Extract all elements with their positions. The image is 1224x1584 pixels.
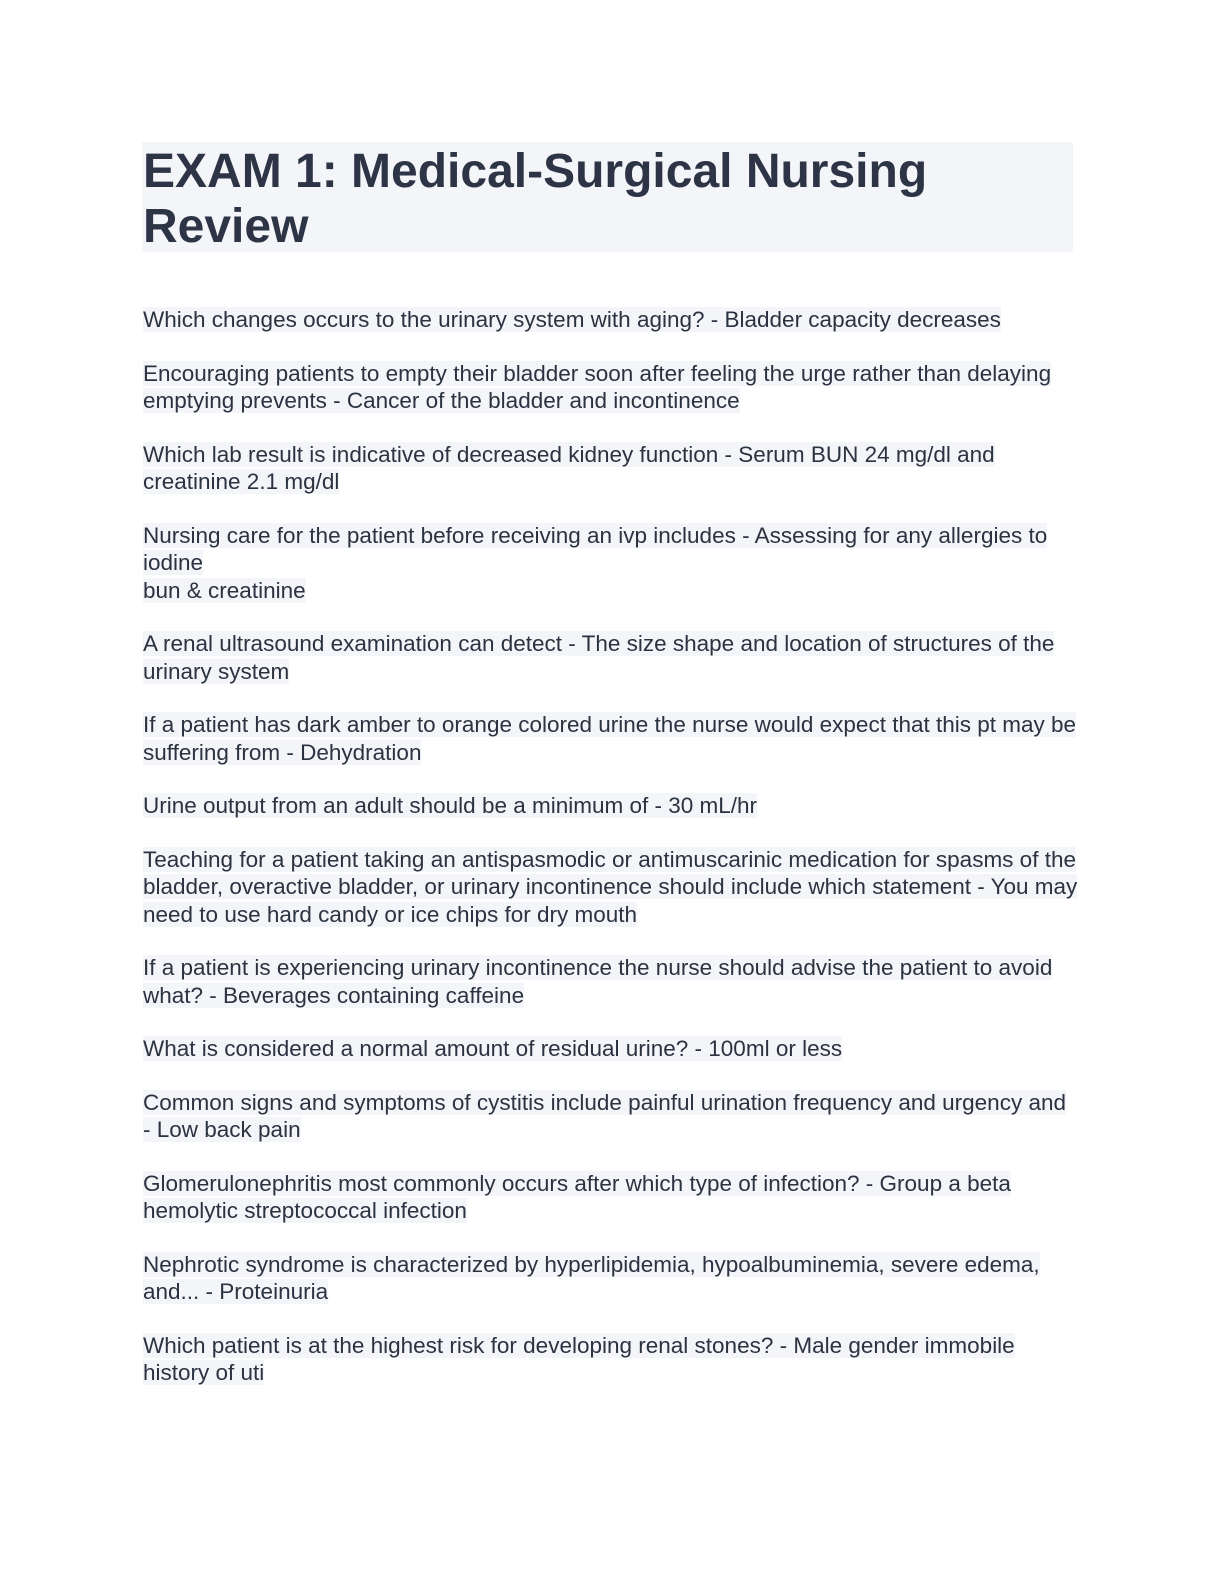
qa-list xyxy=(143,306,1078,1413)
qa-item xyxy=(143,1089,1078,1144)
qa-item xyxy=(143,1332,1078,1387)
qa-text: Teaching for a patient taking an antispasmodic or antimuscarinic medication for spasms of the bladder, overactive bladder, or urinary incontinence should include which statement - You may need to use hard candy or ice chips for dry mouth xyxy=(143,846,1078,927)
qa-item xyxy=(143,1035,1078,1063)
page-title: EXAM 1: Medical-Surgical Nursing Review xyxy=(143,145,928,253)
qa-text: Urine output from an adult should be a minimum of - 30 mL/hr xyxy=(143,793,758,818)
qa-text: What is considered a normal amount of residual urine? - 100ml or less xyxy=(143,1036,843,1061)
qa-text: Which changes occurs to the urinary system with aging? - Bladder capacity decreases xyxy=(143,307,1001,332)
qa-text: Nephrotic syndrome is characterized by hyperlipidemia, hypoalbuminemia, severe edema, and... - Proteinuria xyxy=(143,1251,1040,1304)
qa-text: Which lab result is indicative of decreased kidney function - Serum BUN 24 mg/dl and creatinine 2.1 mg/dl xyxy=(143,441,995,494)
qa-text: If a patient is experiencing urinary incontinence the nurse should advise the patient to avoid what? - Beverages containing caffeine xyxy=(143,955,1053,1008)
qa-item xyxy=(143,360,1078,415)
title-block xyxy=(142,142,1073,252)
qa-text: Common signs and symptoms of cystitis include painful urination frequency and urgency and - Low back pain xyxy=(143,1089,1066,1142)
qa-item xyxy=(143,954,1078,1009)
qa-text: Which patient is at the highest risk for developing renal stones? - Male gender immobile history of uti xyxy=(143,1332,1015,1385)
qa-item xyxy=(143,306,1078,334)
qa-item xyxy=(143,792,1078,820)
qa-text: Glomerulonephritis most commonly occurs after which type of infection? - Group a beta hemolytic streptococcal infection xyxy=(143,1170,1011,1223)
qa-text: A renal ultrasound examination can detect - The size shape and location of structures of the urinary system xyxy=(143,631,1055,684)
qa-item xyxy=(143,522,1078,605)
qa-item xyxy=(143,711,1078,766)
qa-item xyxy=(143,846,1078,929)
qa-item xyxy=(143,441,1078,496)
qa-text: If a patient has dark amber to orange colored urine the nurse would expect that this pt may be suffering from - Dehydration xyxy=(143,712,1077,765)
qa-text: Nursing care for the patient before receiving an ivp includes - Assessing for any allergies to iodine xyxy=(143,522,1048,575)
qa-item xyxy=(143,1170,1078,1225)
qa-extra-text: bun & creatinine xyxy=(143,577,306,603)
qa-item xyxy=(143,630,1078,685)
qa-item xyxy=(143,1251,1078,1306)
qa-text: Encouraging patients to empty their bladder soon after feeling the urge rather than delaying emptying prevents - Cancer of the bladder and incontinence xyxy=(143,360,1052,413)
